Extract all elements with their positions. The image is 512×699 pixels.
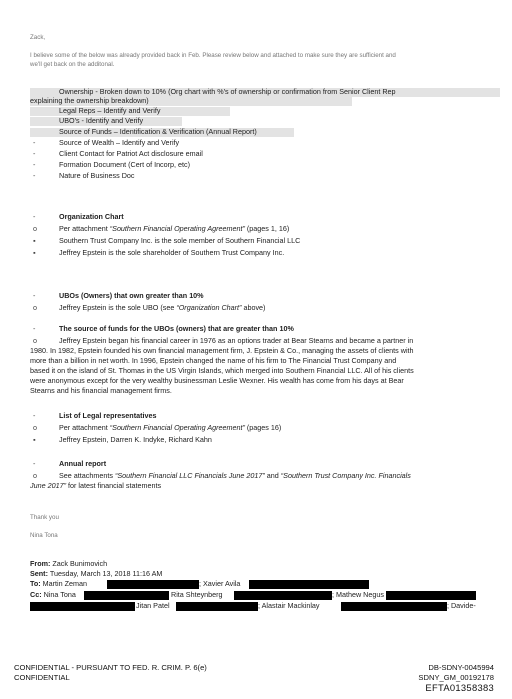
list-item: Legal Reps – Identify and Verify: [30, 107, 230, 116]
list-item: explaining the ownership breakdown): [30, 97, 352, 106]
redaction-box: [107, 580, 199, 589]
list-item: Nature of Business Doc: [59, 171, 135, 180]
redaction-box: [249, 580, 369, 589]
cc-recipient: ; Davide-: [447, 601, 476, 610]
dash-bullet: -: [33, 212, 36, 221]
list-bullet: -: [33, 160, 36, 169]
paragraph-line: June 2017” for latest financial statements: [30, 481, 162, 490]
section-heading: Organization Chart: [59, 212, 124, 221]
section-heading: UBOs (Owners) that own greater than 10%: [59, 291, 204, 300]
paragraph-line: Stearns and his financial management firms.: [30, 386, 172, 395]
list-bullet: -: [33, 149, 36, 158]
footer-confidential-line-2: CONFIDENTIAL: [14, 673, 70, 682]
list-item: UBO's - Identify and Verify: [30, 117, 182, 126]
from-line: From: Zack Bunimovich: [30, 559, 108, 568]
circle-bullet: o: [33, 303, 37, 312]
list-item: Per attachment “Southern Financial Operating Agreement” (pages 1, 16): [59, 224, 290, 233]
paragraph-line: See attachments “Southern Financial LLC Financials June 2017” and “Southern Trust Company Inc. Financials: [59, 471, 411, 480]
signature: Nina Tona: [30, 532, 58, 539]
dash-bullet: -: [33, 291, 36, 300]
list-item: Ownership - Broken down to 10% (Org chart with %'s of ownership or confirmation from Senior Client Rep: [30, 88, 500, 97]
list-item: Per attachment “Southern Financial Operating Agreement” (pages 16): [59, 423, 282, 432]
list-item: Jeffrey Epstein is the sole shareholder of Southern Trust Company Inc.: [59, 248, 285, 257]
to-recipient: ; Xavier Avila: [199, 579, 241, 588]
circle-bullet: o: [33, 336, 37, 345]
circle-bullet: o: [33, 224, 37, 233]
redaction-box: [234, 591, 332, 600]
redaction-box: [84, 591, 169, 600]
paragraph-line: more than a billion in net worth. In 1996, Epstein changed the name of his firm to The Financial Trust Company and: [30, 356, 397, 365]
section-heading: Annual report: [59, 459, 107, 468]
paragraph-line: Jeffrey Epstein began his financial career in 1976 as an options trader at Bear Stearns and became a partner in: [59, 336, 414, 345]
greeting: Zack,: [30, 34, 46, 41]
circle-bullet: o: [33, 471, 37, 480]
paragraph-line: 1980. In 1982, Epstein founded his own financial management firm, J. Epstein & Co., managing the assets of clients with: [30, 346, 414, 355]
redaction-box: [176, 602, 258, 611]
redaction-box: [386, 591, 476, 600]
square-bullet: ▪: [33, 435, 36, 444]
cc-recipient: Rita Shteynberg: [171, 590, 223, 599]
dash-bullet: -: [33, 411, 36, 420]
intro-line-2: we'll get back on the additonal.: [30, 61, 115, 68]
square-bullet: ▪: [33, 236, 36, 245]
list-item: Client Contact for Patriot Act disclosure email: [59, 149, 203, 158]
square-bullet: ▪: [33, 248, 36, 257]
footer-confidential-line-1: CONFIDENTIAL - PURSUANT TO FED. R. CRIM. P. 6(e): [14, 663, 207, 672]
list-item: Jeffrey Epstein is the sole UBO (see “Organization Chart” above): [59, 303, 266, 312]
dash-bullet: -: [33, 324, 36, 333]
footer-bates-number: SDNY_GM_00192178: [418, 673, 494, 682]
list-item: Source of Funds – Identification & Verification (Annual Report): [30, 128, 294, 137]
paragraph-line: based it on the island of St. Thomas in the US Virgin Islands, which merged into Southern Financial LLC. All of his clients: [30, 366, 414, 375]
redaction-box: [30, 602, 135, 611]
redaction-box: [341, 602, 447, 611]
list-item: Formation Document (Cert of Incorp, etc): [59, 160, 191, 169]
dash-bullet: -: [33, 459, 36, 468]
section-heading: The source of funds for the UBOs (owners) that are greater than 10%: [59, 324, 294, 333]
cc-recipient: Jitan Patel: [136, 601, 170, 610]
list-bullet: -: [33, 138, 36, 147]
paragraph-line: were anonymous except for the very wealthy businessman Leslie Wexner. His wealth has come from his days at Bear: [30, 376, 404, 385]
signoff: Thank you: [30, 514, 59, 521]
sent-line: Sent: Tuesday, March 13, 2018 11:16 AM: [30, 569, 163, 578]
list-item: Source of Wealth – Identify and Verify: [59, 138, 180, 147]
to-line: To: Martin Zeman: [30, 579, 87, 588]
footer-efta-number: EFTA01358383: [425, 682, 494, 693]
circle-bullet: o: [33, 423, 37, 432]
footer-bates-number: DB-SDNY-0045994: [428, 663, 494, 672]
list-item: Southern Trust Company Inc. is the sole member of Southern Financial LLC: [59, 236, 301, 245]
intro-line-1: I believe some of the below was already provided back in Feb. Please review below and attached to make sure they are sufficient and: [30, 52, 396, 59]
list-bullet: -: [33, 171, 36, 180]
cc-recipient: ; Alastair Mackinlay: [258, 601, 320, 610]
section-heading: List of Legal representatives: [59, 411, 157, 420]
cc-recipient: ; Mathew Negus: [332, 590, 384, 599]
list-item: Jeffrey Epstein, Darren K. Indyke, Richard Kahn: [59, 435, 212, 444]
cc-line: Cc: Nina Tona: [30, 590, 76, 599]
